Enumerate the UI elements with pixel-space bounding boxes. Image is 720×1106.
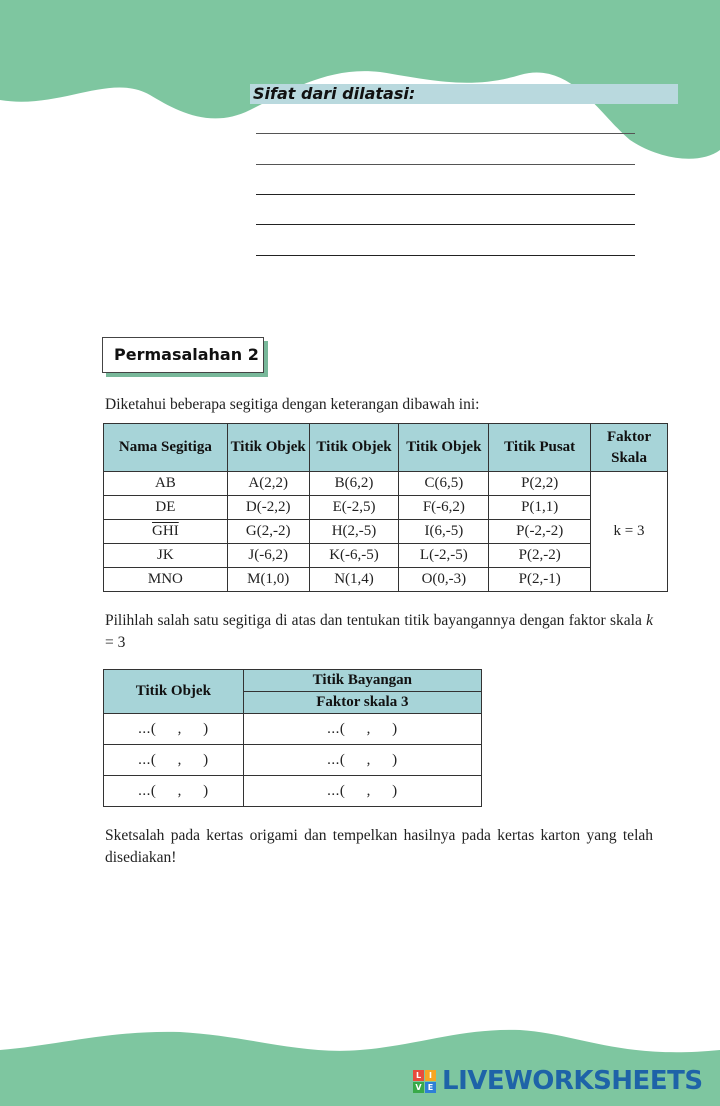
table-row (104, 776, 482, 807)
cell-nama: MNO (104, 568, 228, 592)
cell-p1: A(2,2) (227, 472, 309, 496)
cell-pusat: P(2,-1) (489, 568, 591, 592)
table-row (104, 544, 668, 568)
table-row (104, 496, 668, 520)
cell-p2: B(6,2) (309, 472, 399, 496)
header-titik-pusat: Titik Pusat (489, 424, 591, 472)
cell-nama-text: $\overline{GHI}$ (152, 523, 179, 539)
cell-p2: H(2,-5) (309, 520, 399, 544)
header-titik-objek: Titik Objek (104, 670, 244, 714)
cell-pusat: P(2,2) (489, 472, 591, 496)
logo-letter-i: I (425, 1070, 436, 1081)
intro-text: Diketahui beberapa segitiga dengan keterangan dibawah ini: (105, 396, 480, 413)
header-titik-objek-3: Titik Objek (399, 424, 489, 472)
objek-input[interactable]: ...( , ) (104, 714, 244, 745)
cell-p3: C(6,5) (399, 472, 489, 496)
table-header-row (104, 670, 482, 692)
logo-letter-l: L (413, 1070, 424, 1081)
closing-text: Sketsalah pada kertas origami dan tempelkan hasilnya pada kertas karton yang telah disediakan! (105, 827, 653, 866)
cell-p2: N(1,4) (309, 568, 399, 592)
cell-p1: J(-6,2) (227, 544, 309, 568)
instruction-k: k (646, 612, 653, 629)
answer-line-5[interactable] (256, 255, 635, 256)
cell-p1: M(1,0) (227, 568, 309, 592)
table-row (104, 520, 668, 544)
cell-nama: AB (104, 472, 228, 496)
cell-nama: DE (104, 496, 228, 520)
instruction-eq: = 3 (105, 634, 126, 651)
bayangan-table (103, 669, 482, 807)
cell-p3: F(-6,2) (399, 496, 489, 520)
cell-nama: JK (104, 544, 228, 568)
table-row (104, 472, 668, 496)
table-row (104, 745, 482, 776)
instruction-text (105, 610, 653, 654)
permasalahan-title: Permasalahan 2 (102, 337, 264, 373)
instruction-main: Pilihlah salah satu segitiga di atas dan tentukan titik bayangannya dengan faktor skala (105, 612, 642, 629)
cell-k-value: k = 3 (591, 472, 668, 592)
header-faktor-skala: Faktor Skala (591, 424, 668, 472)
logo-letter-v: V (413, 1082, 424, 1093)
answer-line-2[interactable] (256, 164, 635, 165)
table-row (104, 714, 482, 745)
top-wave (0, 0, 720, 159)
cell-pusat: P(2,-2) (489, 544, 591, 568)
answer-line-1[interactable] (256, 133, 635, 134)
segitiga-table (103, 423, 668, 592)
header-titik-objek-1: Titik Objek (227, 424, 309, 472)
cell-p3: O(0,-3) (399, 568, 489, 592)
cell-p3: I(6,-5) (399, 520, 489, 544)
cell-pusat: P(1,1) (489, 496, 591, 520)
liveworksheets-icon (413, 1070, 436, 1093)
cell-p1: D(-2,2) (227, 496, 309, 520)
answer-line-4[interactable] (256, 224, 635, 225)
liveworksheets-wordmark: LIVEWORKSHEETS (442, 1066, 703, 1096)
logo-letter-e: E (425, 1082, 436, 1093)
cell-nama (104, 520, 228, 544)
header-titik-objek-2: Titik Objek (309, 424, 399, 472)
cell-p2: K(-6,-5) (309, 544, 399, 568)
cell-p3: L(-2,-5) (399, 544, 489, 568)
bayangan-input[interactable]: ...( , ) (243, 776, 481, 807)
cell-pusat: P(-2,-2) (489, 520, 591, 544)
header-titik-bayangan: Titik Bayangan (243, 670, 481, 692)
cell-p1: G(2,-2) (227, 520, 309, 544)
answer-line-3[interactable] (256, 194, 635, 195)
liveworksheets-logo (413, 1063, 703, 1099)
table-header-row (104, 424, 668, 472)
table-row (104, 568, 668, 592)
objek-input[interactable]: ...( , ) (104, 745, 244, 776)
objek-input[interactable]: ...( , ) (104, 776, 244, 807)
bayangan-input[interactable]: ...( , ) (243, 714, 481, 745)
header-faktor-skala-3: Faktor skala 3 (243, 692, 481, 714)
header-nama-segitiga: Nama Segitiga (104, 424, 228, 472)
sifat-title: Sifat dari dilatasi: (250, 84, 678, 104)
bayangan-input[interactable]: ...( , ) (243, 745, 481, 776)
cell-p2: E(-2,5) (309, 496, 399, 520)
